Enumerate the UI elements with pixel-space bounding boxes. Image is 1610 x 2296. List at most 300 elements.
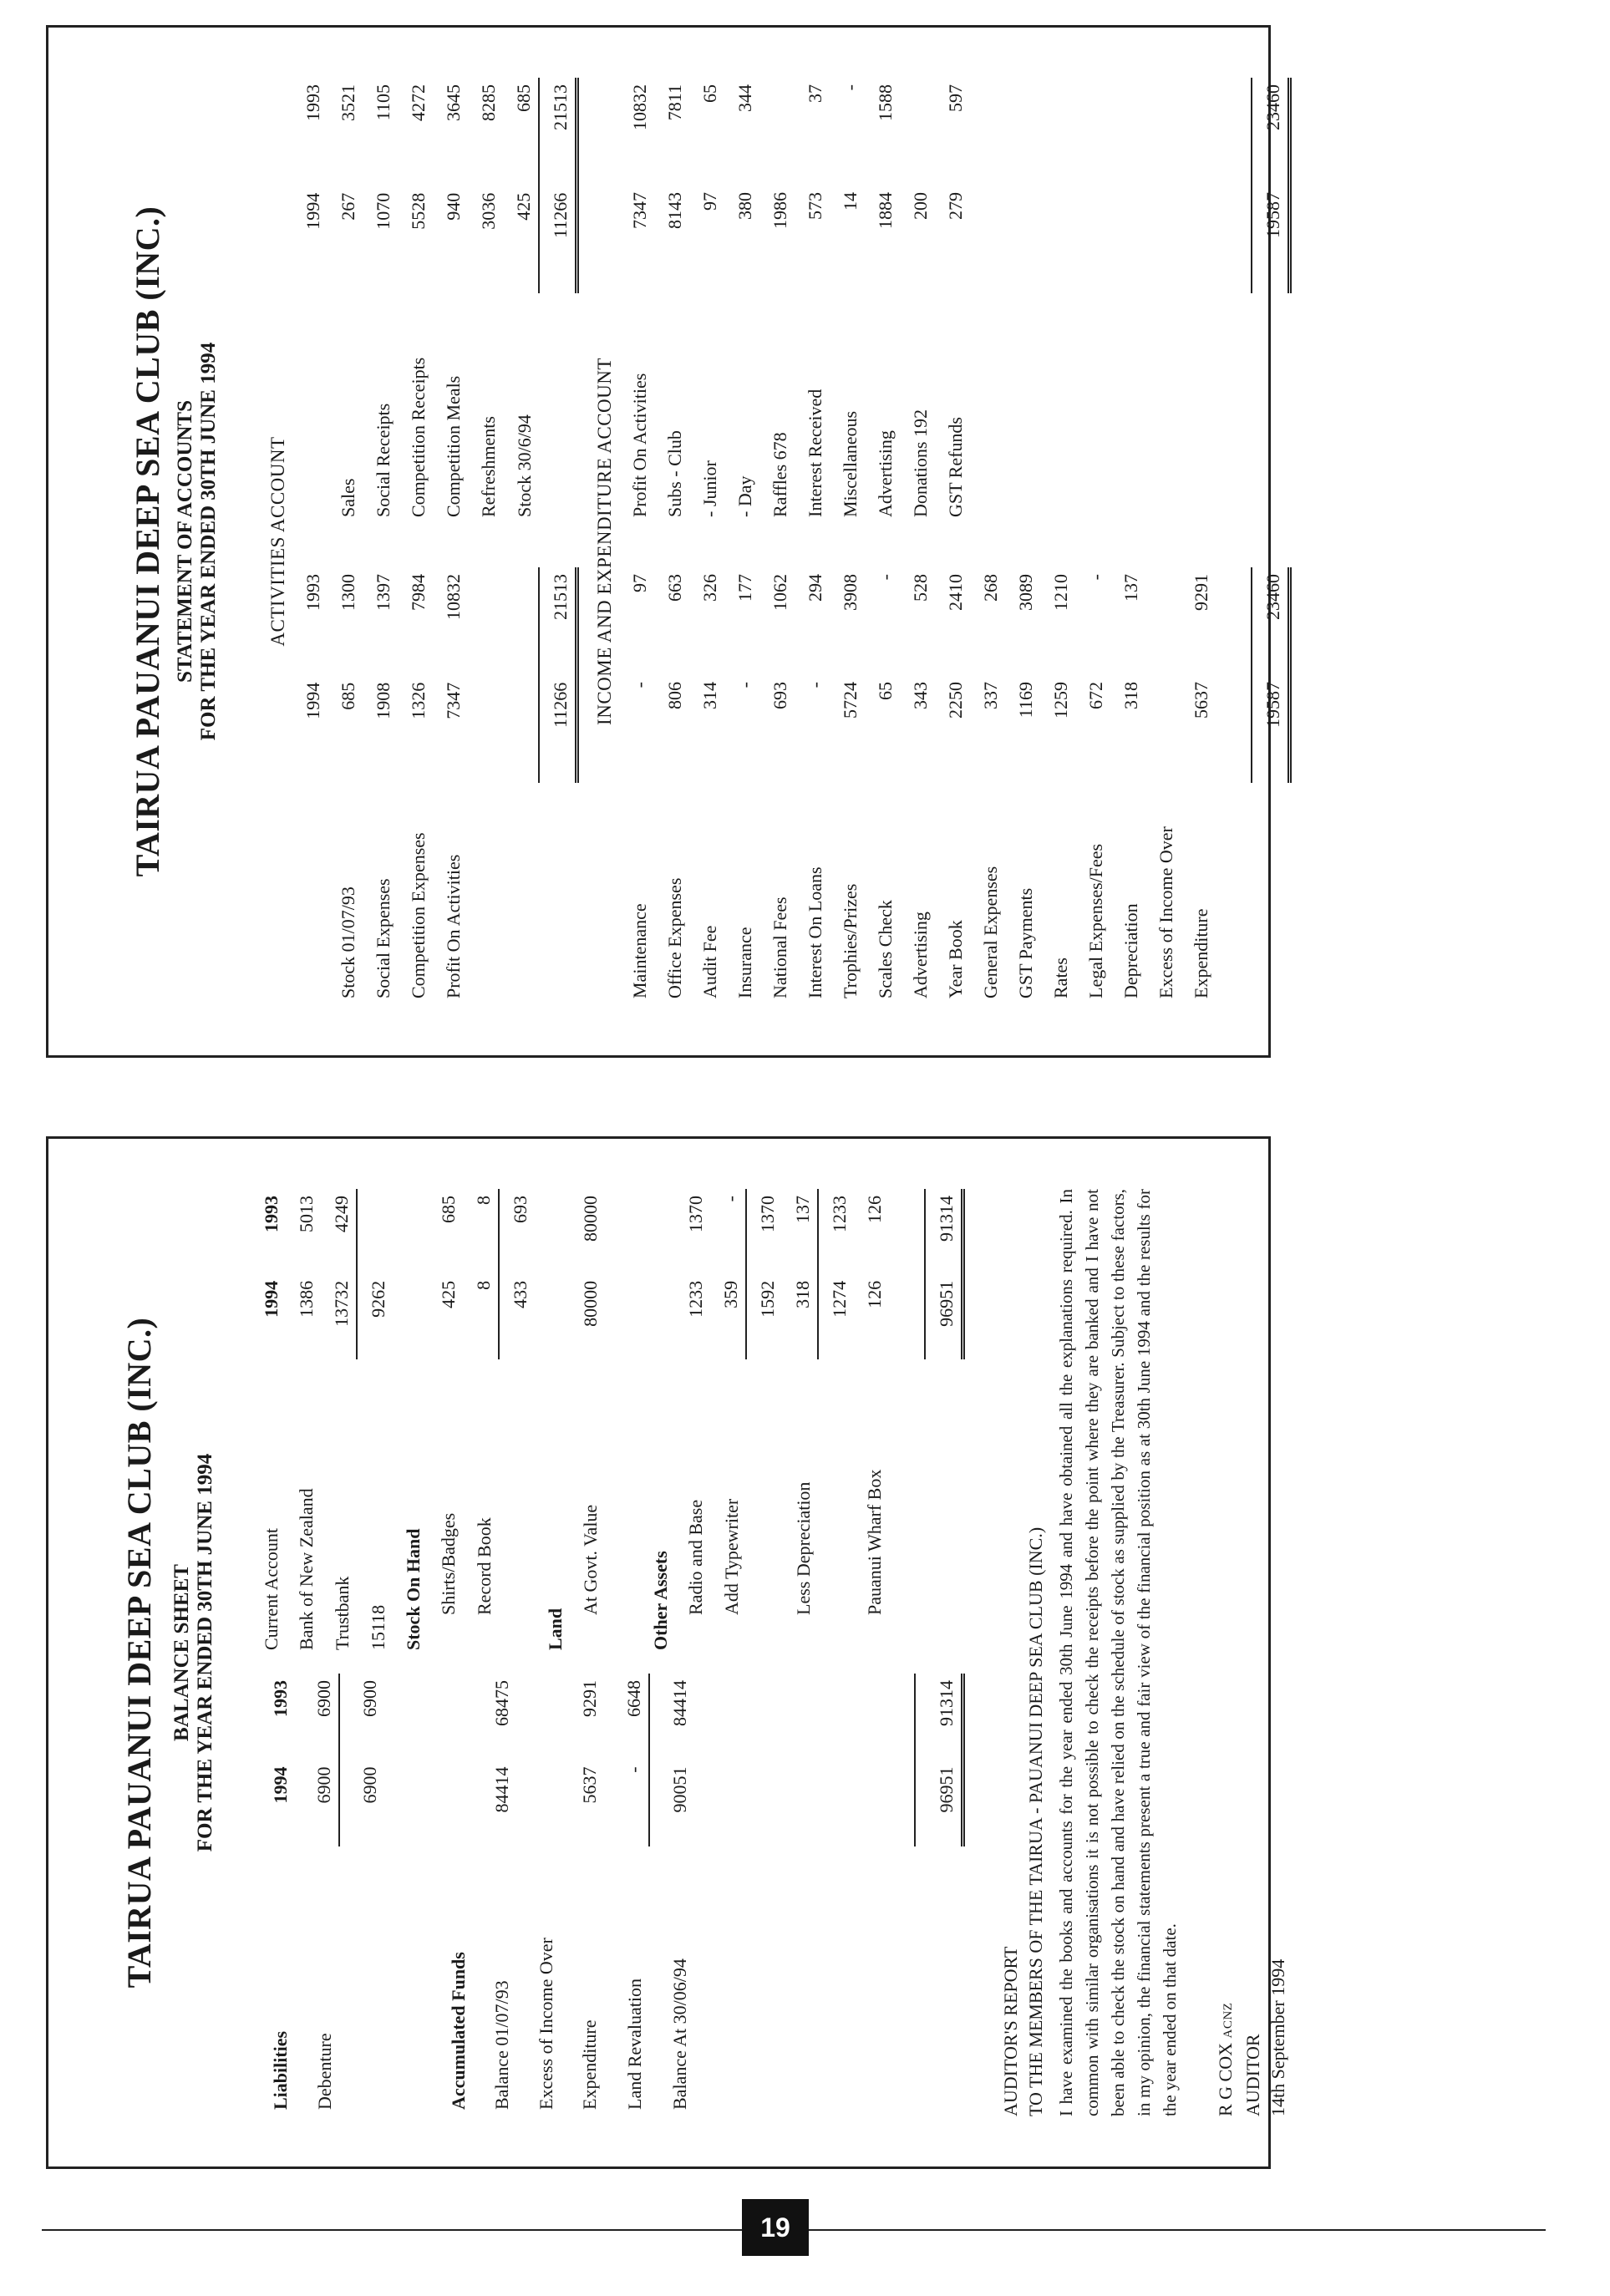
table-cell: 528 (910, 574, 931, 602)
table-cell: 685 (513, 84, 534, 112)
table-cell (1145, 293, 1181, 567)
table-cell: 9262 (368, 1280, 389, 1318)
table-row (328, 78, 363, 1005)
table-cell: 1993 (269, 1680, 291, 1717)
table-cell (393, 1359, 428, 1379)
table-cell (746, 1379, 782, 1657)
table-row (251, 1189, 286, 1657)
table-row (830, 78, 865, 1005)
table-cell (384, 1760, 429, 1846)
table-cell (463, 1359, 499, 1379)
table-cell: 84414 (649, 1674, 694, 1760)
table-cell (499, 1359, 535, 1379)
table-cell (1252, 783, 1290, 1005)
auditor-signature (1213, 1189, 1291, 2116)
table-cell: 359 (710, 1274, 746, 1359)
table-cell (826, 1674, 871, 1760)
table-row (795, 78, 830, 1005)
table-cell (739, 1760, 783, 1846)
table-cell: 126 (864, 1196, 885, 1223)
table-cell: 126 (864, 1280, 885, 1308)
table-cell: 1233 (829, 1196, 850, 1232)
table-cell: 4272 (408, 84, 429, 121)
table-cell (1005, 293, 1040, 567)
table-cell: Shirts/Badges (438, 1512, 459, 1615)
table-cell (694, 1846, 739, 2116)
table-row (535, 1189, 570, 1657)
table-row (854, 1189, 889, 1657)
table-cell: 6900 (295, 1760, 340, 1846)
table-cell: Excess of Income Over (1155, 826, 1176, 998)
table-cell (251, 1359, 286, 1379)
table-cell: - (623, 1766, 645, 1773)
balance-sheet-rotated (48, 1139, 1288, 2166)
table-cell: Competition Receipts (408, 357, 429, 518)
table-cell (925, 1379, 963, 1657)
table-cell: 1986 (769, 192, 790, 229)
report-addressee: TO THE MEMBERS OF THE TAIRUA - PAUANUI DEEP SEA CLUB (INC.) (1025, 1526, 1046, 2116)
table-row (782, 1674, 826, 2116)
table-cell: Miscellaneous (840, 410, 861, 517)
table-cell: Interest On Loans (805, 866, 825, 998)
table-cell: 380 (734, 192, 755, 220)
table-cell (468, 783, 503, 1005)
table-cell (818, 1379, 854, 1657)
table-cell: - Day (734, 475, 755, 517)
table-cell: 37 (805, 84, 825, 103)
table-cell: Advertising (910, 912, 931, 998)
table-cell: Trustbank (332, 1576, 353, 1650)
table-cell: Pauanui Wharf Box (864, 1469, 885, 1615)
table-cell (384, 1846, 429, 2116)
table-row (295, 1674, 340, 2116)
table-cell: Land Revaluation (624, 1978, 646, 2110)
table-cell (1252, 293, 1290, 567)
table-row (539, 78, 577, 1005)
table-cell (826, 1760, 871, 1846)
table-cell (889, 1359, 925, 1379)
table-cell: 1210 (1050, 574, 1071, 611)
table-cell (503, 676, 539, 783)
table-cell (710, 1359, 746, 1379)
table-cell: Radio and Base (685, 1499, 706, 1615)
table-cell (605, 1359, 640, 1379)
table-cell: - (875, 574, 896, 581)
table-cell: 10832 (443, 574, 464, 621)
table-cell (854, 1359, 889, 1379)
table-row (694, 1674, 739, 2116)
table-cell: 1326 (408, 682, 429, 719)
table-cell (516, 1674, 561, 1760)
table-cell: Stock On Hand (403, 1528, 424, 1650)
table-cell (694, 1760, 739, 1846)
table-cell: 5013 (296, 1196, 317, 1232)
table-cell (1075, 78, 1110, 185)
table-cell: 294 (805, 574, 825, 602)
table-row (499, 1189, 535, 1657)
table-cell: 7347 (443, 682, 464, 719)
table-row (1216, 78, 1252, 1005)
table-cell (1145, 567, 1181, 675)
table-row (516, 1674, 561, 2116)
table-cell: 11266 (539, 676, 577, 783)
table-row (759, 78, 795, 1005)
table-cell: - Junior (699, 460, 720, 517)
table-cell: 1169 (1015, 682, 1036, 719)
table-cell (535, 1189, 570, 1274)
table-cell: 314 (699, 682, 720, 709)
table-row (675, 1189, 710, 1657)
table-cell: Record Book (474, 1517, 495, 1615)
table-cell: Competition Expenses (408, 832, 429, 998)
table-cell: Advertising (875, 430, 896, 517)
table-cell: 672 (1085, 682, 1106, 709)
table-cell (1145, 675, 1181, 783)
table-cell: 7347 (629, 192, 650, 229)
table-cell: 97 (629, 574, 650, 592)
table-cell: 433 (510, 1280, 531, 1308)
table-cell (539, 293, 577, 567)
table-cell: Balance At 30/06/94 (669, 1958, 691, 2110)
report-text: I have examined the books and accounts for the year ended 30th June 1994 and have obtained all the explanations required. In common with similar organisations it is not possible to check the receipts before the point where they are banked and I have not been able to check the stock on hand and have relied on the schedule of stock as supplied by the Treasurer. Subject to these factors, in my opinion, the financial statements present a true and fair view of the financial position as at 30th June 1994 and the results for the year ended on that date. (1056, 1189, 1180, 2116)
table-cell: 13732 (321, 1274, 357, 1359)
table-cell: 3521 (338, 84, 358, 121)
table-cell: 21513 (539, 567, 577, 676)
table-cell (739, 1846, 783, 2116)
auditor-postnominal: ACNZ (1221, 2002, 1235, 2039)
table-cell: 597 (945, 84, 966, 112)
table-cell: 267 (338, 192, 358, 221)
table-cell: 23460 (1252, 567, 1290, 675)
table-cell (1216, 567, 1252, 675)
statement-period: FOR THE YEAR ENDED 30TH JUNE 1994 (197, 342, 220, 741)
table-cell: 200 (910, 192, 931, 220)
table-cell (889, 1189, 925, 1274)
table-cell (539, 783, 577, 1005)
table-cell: Office Expenses (664, 877, 685, 998)
table-cell: Profit On Activities (629, 373, 650, 517)
table-cell (503, 783, 539, 1005)
table-cell (925, 1359, 963, 1379)
table-row (384, 1674, 429, 2116)
table-cell: Competition Meals (443, 375, 464, 518)
table-cell: 1884 (875, 192, 896, 229)
table-cell: 137 (782, 1189, 818, 1274)
table-cell: 1274 (829, 1280, 850, 1318)
table-cell (1216, 78, 1252, 185)
table-cell: 23460 (1252, 78, 1290, 185)
table-cell: 693 (510, 1196, 531, 1223)
table-cell (1216, 185, 1252, 293)
table-cell: 8285 (478, 84, 499, 121)
table-cell: 1386 (296, 1280, 317, 1318)
table-cell: 1994 (302, 192, 323, 230)
table-cell (393, 1274, 428, 1359)
assets-table (251, 1189, 965, 1657)
table-cell (516, 1760, 561, 1846)
table-cell: 685 (338, 682, 358, 710)
table-cell (605, 1379, 640, 1657)
table-row (1040, 78, 1075, 1005)
table-row (321, 1189, 357, 1657)
table-row (1252, 78, 1290, 1005)
table-cell (468, 676, 503, 783)
page-number: 19 (742, 2199, 809, 2256)
table-cell: Insurance (734, 927, 755, 998)
table-cell: 6900 (295, 1674, 340, 1760)
table-cell: 326 (699, 574, 720, 602)
table-row (826, 1674, 871, 2116)
balance-sheet-subtitle: BALANCE SHEET (170, 1564, 193, 1741)
table-cell: - (629, 682, 650, 688)
table-cell (468, 567, 503, 676)
table-row (393, 1189, 428, 1657)
table-row (292, 78, 328, 1005)
table-cell (292, 783, 328, 1005)
table-cell: 80000 (580, 1280, 601, 1327)
table-cell: 344 (734, 84, 755, 112)
table-row (433, 78, 468, 1005)
table-cell (535, 1274, 570, 1359)
table-cell: 80000 (580, 1196, 601, 1242)
table-cell (889, 1274, 925, 1359)
table-row (251, 1674, 295, 2116)
table-row (724, 78, 759, 1005)
table-cell: 6900 (359, 1680, 381, 1717)
table-cell (1075, 185, 1110, 293)
table-cell: Legal Expenses/Fees (1085, 843, 1106, 998)
table-cell: Balance 01/07/93 (491, 1980, 513, 2110)
table-cell (570, 1359, 605, 1379)
table-cell: Year Book (945, 920, 966, 998)
table-cell (357, 1189, 393, 1274)
table-cell: Interest Received (805, 389, 825, 517)
table-row (739, 1674, 783, 2116)
table-cell: Expenditure (579, 2019, 601, 2110)
table-cell: 7811 (664, 84, 685, 121)
table-cell (1181, 293, 1216, 567)
statement-of-accounts-panel (46, 25, 1283, 1058)
table-cell: 940 (443, 192, 464, 221)
table-row (654, 78, 689, 1005)
table-cell (503, 567, 539, 676)
table-cell: Sales (338, 478, 358, 518)
table-cell (640, 1359, 675, 1379)
table-row (339, 1674, 384, 2116)
table-row (871, 1674, 916, 2116)
table-row (1005, 78, 1040, 1005)
balance-sheet-period: FOR THE YEAR ENDED 30TH JUNE 1994 (194, 1453, 216, 1852)
table-cell (339, 1846, 384, 2116)
table-cell: 1105 (373, 84, 394, 121)
table-cell: 3089 (1015, 574, 1036, 611)
table-cell: 91314 (915, 1674, 962, 1760)
table-cell: 6900 (359, 1766, 381, 1804)
table-cell (499, 1379, 535, 1657)
table-cell: 1994 (261, 1280, 282, 1318)
table-cell: At Govt. Value (580, 1504, 601, 1615)
table-cell (782, 1846, 826, 2116)
table-row (286, 1189, 321, 1657)
table-cell: Donations 192 (910, 409, 931, 517)
table-row (649, 1674, 694, 2116)
table-cell: National Fees (769, 897, 790, 998)
table-cell (826, 1846, 871, 2116)
table-row (915, 1674, 962, 2116)
balance-sheet-title: TAIRUA PAUANUI DEEP SEA CLUB (INC.) (120, 1317, 158, 1989)
table-cell (1040, 78, 1075, 185)
table-cell: 6648 (623, 1680, 645, 1717)
table-cell: 3036 (478, 192, 499, 230)
table-cell: 7984 (408, 574, 429, 612)
table-cell: Scales Check (875, 900, 896, 998)
table-cell: 337 (980, 682, 1001, 709)
table-cell (292, 293, 328, 567)
table-cell: Land (545, 1608, 566, 1650)
table-cell: Refreshments (478, 416, 499, 518)
table-row (463, 1189, 499, 1657)
table-cell: 1370 (685, 1196, 706, 1232)
table-cell: 1233 (685, 1280, 706, 1318)
table-row (689, 78, 724, 1005)
table-cell (640, 1274, 675, 1359)
table-row (1110, 78, 1145, 1005)
table-cell: - (1085, 574, 1106, 581)
table-cell: 10832 (629, 84, 650, 130)
table-cell (428, 1359, 463, 1379)
table-cell: Stock 01/07/93 (338, 886, 358, 998)
table-cell: 8143 (664, 192, 685, 229)
table-cell: Maintenance (629, 903, 650, 998)
table-cell: 5637 (1191, 682, 1211, 719)
report-heading: AUDITOR'S REPORT (1000, 1946, 1021, 2116)
table-cell: 1370 (757, 1196, 778, 1232)
table-cell (1110, 78, 1145, 185)
table-row (1181, 78, 1216, 1005)
table-cell: Accumulated Funds (447, 1952, 469, 2110)
table-cell: 1994 (269, 1766, 291, 1804)
table-cell (900, 78, 935, 185)
table-cell: - (840, 84, 861, 91)
table-cell: 8 (463, 1274, 499, 1359)
income-expenditure-table (619, 78, 1292, 1005)
table-cell: Subs - Club (664, 430, 685, 517)
statement-rotated (48, 28, 1283, 1055)
table-cell: Depreciation (1120, 903, 1141, 998)
table-cell: Expenditure (1191, 908, 1211, 998)
table-cell: 2250 (945, 682, 966, 719)
table-row (710, 1189, 746, 1657)
table-cell: 21513 (539, 78, 577, 186)
table-cell: 1259 (1050, 682, 1071, 719)
statement-title: TAIRUA PAUANUI DEEP SEA CLUB (INC.) (129, 206, 166, 877)
table-cell: 137 (1120, 574, 1141, 602)
table-row (473, 1674, 517, 2116)
table-row (900, 78, 935, 1005)
table-cell (675, 1359, 710, 1379)
statement-subtitle: STATEMENT OF ACCOUNTS (174, 399, 196, 683)
table-cell (915, 1846, 962, 2116)
table-cell: 4249 (321, 1189, 357, 1274)
table-cell: Debenture (314, 2033, 336, 2110)
table-row (889, 1189, 925, 1657)
table-cell: 5724 (840, 682, 861, 719)
auditor-name: R G COX (1215, 2042, 1236, 2116)
table-cell: 19587 (1252, 675, 1290, 783)
table-cell (1110, 293, 1145, 567)
table-cell (605, 1274, 640, 1359)
table-cell: 1062 (769, 574, 790, 611)
table-cell (782, 1760, 826, 1846)
table-row (1075, 78, 1110, 1005)
table-cell: 1397 (373, 574, 394, 612)
table-cell: Profit On Activities (443, 854, 464, 998)
table-cell (1145, 78, 1181, 185)
auditor-role: AUDITOR (1242, 2034, 1263, 2116)
table-cell (1216, 783, 1252, 1005)
liabilities-table (251, 1674, 965, 2116)
table-cell (1040, 293, 1075, 567)
table-cell (871, 1760, 916, 1846)
table-cell (1110, 185, 1145, 293)
table-row (925, 1189, 963, 1657)
table-cell (429, 1760, 473, 1846)
table-cell: - (805, 682, 825, 688)
table-cell: 96951 (915, 1760, 962, 1846)
table-cell: 1993 (302, 574, 323, 612)
table-cell (970, 293, 1005, 567)
table-cell (871, 1674, 916, 1760)
table-cell: 14 (840, 192, 861, 211)
table-cell: 9291 (579, 1680, 601, 1717)
table-cell: 5528 (408, 192, 429, 230)
table-cell: 3645 (443, 84, 464, 121)
table-cell (739, 1674, 783, 1760)
table-cell: 806 (664, 682, 685, 709)
table-row (468, 78, 503, 1005)
table-cell: Stock 30/6/94 (514, 414, 535, 518)
table-cell: 1908 (373, 682, 394, 719)
table-cell (429, 1674, 473, 1760)
table-cell (321, 1359, 357, 1379)
table-row (363, 78, 398, 1005)
table-cell (782, 1674, 826, 1760)
table-cell: Less Depreciation (793, 1481, 814, 1615)
table-row (746, 1189, 782, 1657)
table-row (970, 78, 1005, 1005)
auditors-report (998, 1189, 1291, 2116)
table-cell: Excess of Income Over (535, 1938, 556, 2110)
table-cell (1216, 293, 1252, 567)
table-cell: 318 (782, 1274, 818, 1359)
table-cell: 1070 (373, 192, 394, 230)
table-cell: 65 (699, 84, 720, 103)
table-cell: 19587 (1252, 185, 1290, 293)
table-row (570, 1189, 605, 1657)
table-cell: Add Typewriter (721, 1498, 742, 1615)
table-cell: Other Assets (650, 1551, 671, 1650)
table-row (619, 78, 654, 1005)
table-cell: 8 (463, 1189, 499, 1274)
table-cell (782, 1359, 818, 1379)
report-date: 14th September 1994 (1267, 1958, 1288, 2116)
table-cell: 1588 (875, 84, 896, 121)
activities-table (292, 78, 579, 1005)
table-cell (970, 78, 1005, 185)
table-cell: 65 (875, 682, 896, 700)
table-cell (640, 1189, 675, 1274)
table-row (640, 1189, 675, 1657)
